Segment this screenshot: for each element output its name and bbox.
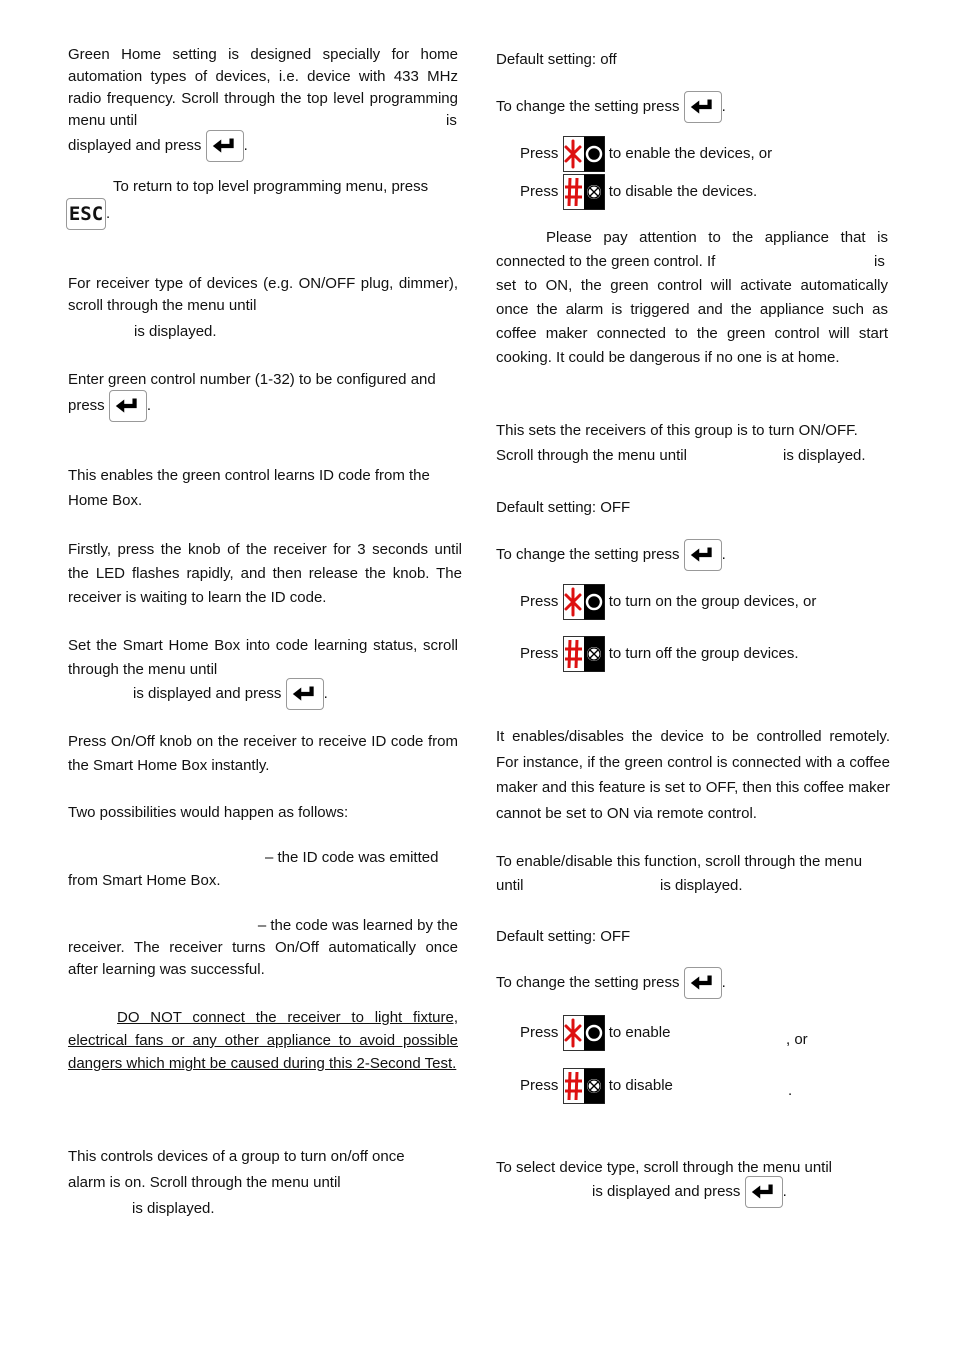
turn-off-group-line: Press to turn off the group devices. [520,636,799,672]
enable-devices-line: Press to enable the devices, or [520,136,772,172]
attention-paragraph: Please pay attention to the appliance that is connected to the green control. If [496,229,888,270]
hash-cross-key-icon [563,174,605,210]
enter-key-icon [684,539,722,571]
emitted-text: – the ID code was emitted [265,849,439,866]
sets-line-2: Scroll through the menu until is displayed. [496,447,866,464]
enter-green-text: Enter green control number (1-32) to be configured and [68,371,436,388]
hash-cross-key-icon [563,1068,605,1104]
enable-disable-line-2: until is displayed. [496,877,743,894]
select-type-line-2: is displayed and press . [592,1176,787,1208]
change-setting-3: To change the setting press . [496,967,888,999]
enter-key-icon [745,1176,783,1208]
select-type-line-1: To select device type, scroll through the menu until [496,1159,833,1176]
group-line-2: alarm is on. Scroll through the menu until [68,1174,341,1191]
remote-paragraph: It enables/disables the device to be controlled remotely. For instance, if the green control is connected with a coffee maker and this feature is set to OFF, then this coffee maker cannot be set to ON via remote control. [496,728,890,822]
intro-press-line: displayed and press . [68,130,458,162]
sets-line-1: This sets the receivers of this group is to turn ON/OFF. [496,422,858,439]
learn-line-2: Home Box. [68,492,143,509]
emitted-text-2: from Smart Home Box. [68,872,221,889]
default-setting-off: Default setting: off [496,51,617,68]
set-box-paragraph: Set the Smart Home Box into code learning status, scroll through the menu until [68,637,458,678]
star-circle-key-icon [563,1015,605,1051]
disable-devices-line: Press to disable the devices. [520,174,757,210]
enter-key-icon [684,967,722,999]
enable-disable-line-1: To enable/disable this function, scroll through the menu [496,853,863,870]
enter-green-press: press . [68,390,458,422]
hash-cross-key-icon [563,636,605,672]
press-onoff-paragraph: Press On/Off knob on the receiver to receive ID code from the Smart Home Box instantly. [68,733,458,774]
default-setting-off-3: Default setting: OFF [496,928,631,945]
group-line-1: This controls devices of a group to turn on/off once [68,1148,405,1165]
set-box-press: is displayed and press . [133,678,328,710]
warning-text: DO NOT connect the receiver to light fixture, electrical fans or any other appliance to avoid possible dangers which might be caused during this 2-Second Test. [68,1009,458,1072]
two-possibilities: Two possibilities would happen as follows: [68,804,349,821]
default-setting-off-2: Default setting: OFF [496,499,631,516]
group-line-3: is displayed. [132,1200,215,1217]
attention-rest: set to ON, the green control will activate automatically once the alarm is triggered and the appliance such as coffee maker connected to the green control will start cooking. It could be dangerous if no one is at home. [496,277,888,366]
turn-on-group-line: Press to turn on the group devices, or [520,584,816,620]
attention-is: is [874,253,885,270]
learned-text: – the code was learned by the [257,917,458,934]
enter-key-icon [684,91,722,123]
change-setting-1: To change the setting press . [496,91,888,123]
esc-line: ESC . [66,198,110,230]
firstly-paragraph: Firstly, press the knob of the receiver for 3 seconds until the LED flashes rapidly, and then release the knob. The receiver is waiting to learn the ID code. [68,541,462,606]
enter-key-icon [109,390,147,422]
disable-remote-line: Press to disable . [520,1068,890,1104]
star-circle-key-icon [563,584,605,620]
esc-key-icon: ESC [66,198,106,230]
enable-remote-line: Press to enable , or [520,1015,890,1051]
learned-text-2: receiver. The receiver turns On/Off automatically once after learning was successful. [68,939,458,978]
enter-key-icon [206,130,244,162]
enter-key-icon [286,678,324,710]
learn-line-1: This enables the green control learns ID code from the [68,467,430,484]
receiver-displayed: is displayed. [134,323,217,340]
change-setting-2: To change the setting press . [496,539,888,571]
return-text: To return to top level programming menu, press [113,178,429,195]
star-circle-key-icon [563,136,605,172]
intro-paragraph: Green Home setting is designed specially for home automation types of devices, i.e. device with 433 MHz radio frequency. Scroll through the top level programming menu until is [68,46,458,129]
receiver-paragraph: For receiver type of devices (e.g. ON/OFF plug, dimmer), scroll through the menu until [68,275,458,314]
